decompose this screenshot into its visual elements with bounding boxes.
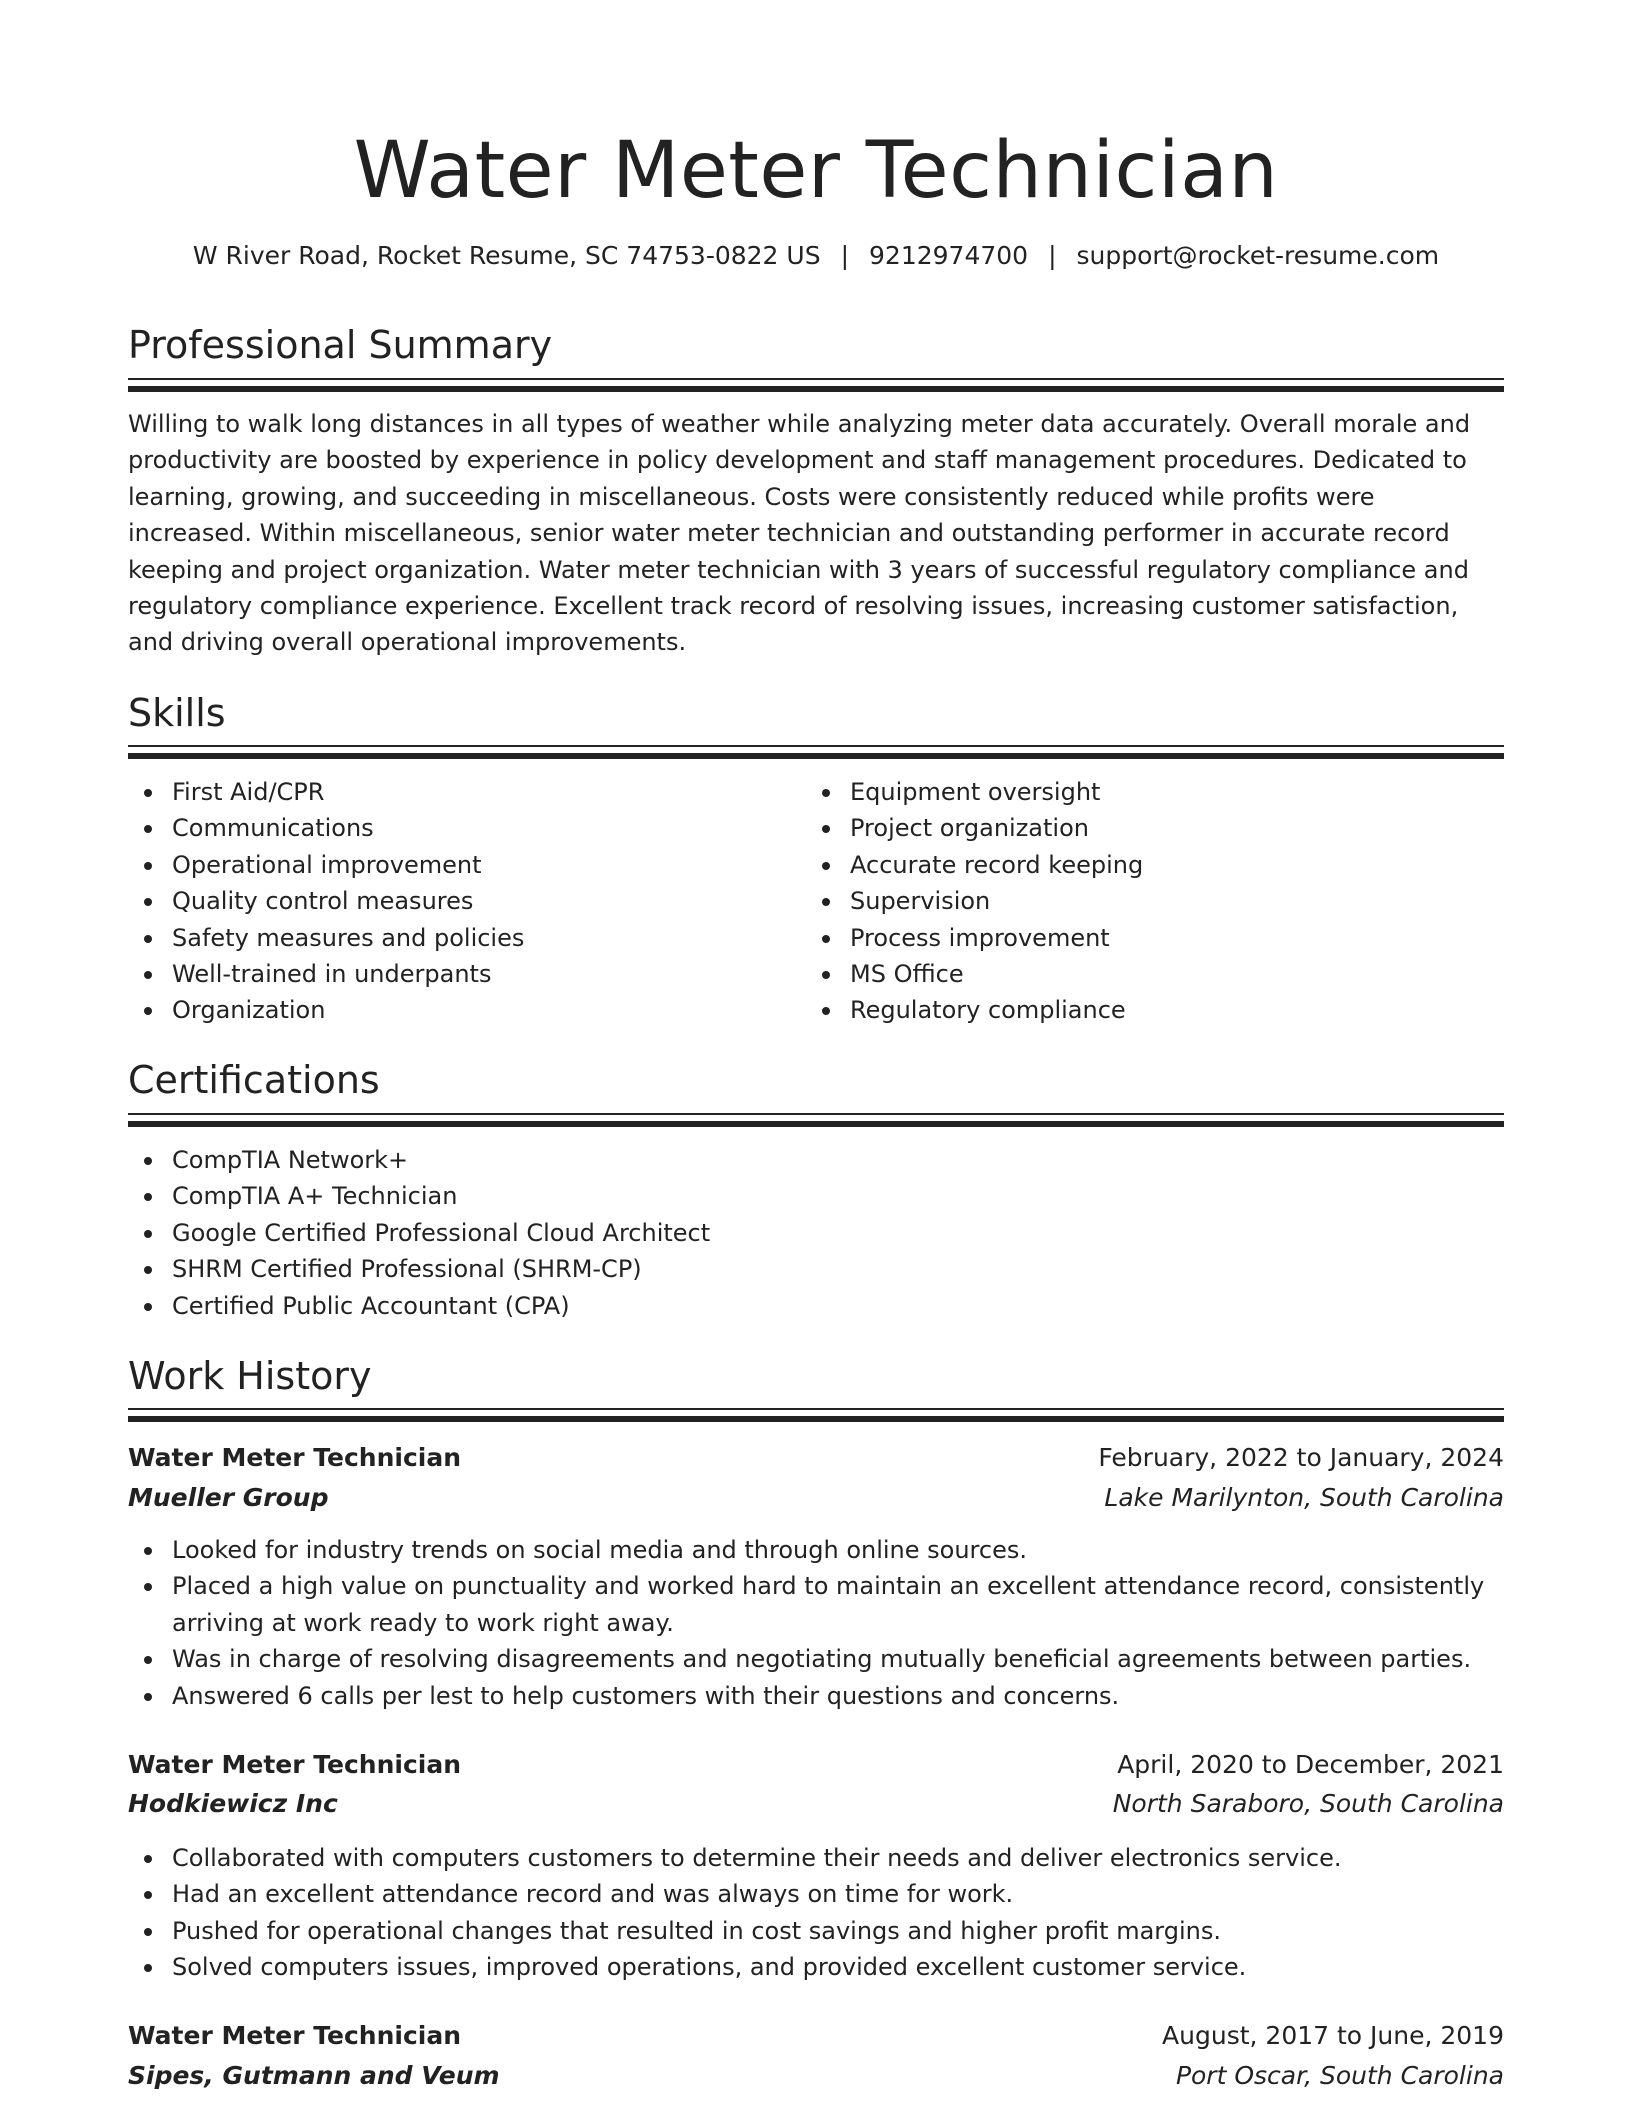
job-duty-item: Looked for industry trends on social media and through online sources. xyxy=(128,1532,1504,1568)
skill-item: Well-trained in underpants xyxy=(128,956,788,992)
job-location: Lake Marilynton, South Carolina xyxy=(1104,1483,1504,1512)
summary-divider xyxy=(128,378,1504,392)
job-subheader xyxy=(128,1478,1504,1518)
skill-item: Process improvement xyxy=(806,920,1496,956)
contact-separator: | xyxy=(1048,241,1057,270)
job-dates: April, 2020 to December, 2021 xyxy=(1117,1750,1504,1779)
job-company: Sipes, Gutmann and Veum xyxy=(128,2061,500,2090)
skill-item: MS Office xyxy=(806,956,1496,992)
job-location: Port Oscar, South Carolina xyxy=(1175,2061,1504,2090)
certification-item: CompTIA A+ Technician xyxy=(128,1178,1504,1214)
certifications-heading: Certifications xyxy=(128,1058,380,1102)
job-dates: August, 2017 to June, 2019 xyxy=(1162,2021,1504,2050)
job-subheader xyxy=(128,1784,1504,1824)
job-header xyxy=(128,1438,1504,1478)
candidate-name: Water Meter Technician xyxy=(353,126,1279,216)
skills-list-left xyxy=(128,774,788,1029)
contact-line xyxy=(128,238,1504,274)
job-duty-item: Solved computers issues, improved operations, and provided excellent customer service. xyxy=(128,1949,1504,1985)
skills-heading: Skills xyxy=(128,691,226,735)
job-duty-item: Collaborated with computers customers to determine their needs and deliver electronics service. xyxy=(128,1840,1504,1876)
skill-item: Accurate record keeping xyxy=(806,847,1496,883)
skills-divider xyxy=(128,745,1504,759)
job-duty-item: Answered 6 calls per lest to help customers with their questions and concerns. xyxy=(128,1678,1504,1714)
skill-item: Equipment oversight xyxy=(806,774,1496,810)
summary-heading: Professional Summary xyxy=(128,323,553,367)
job-duty-item: Pushed for operational changes that resulted in cost savings and higher profit margins. xyxy=(128,1913,1504,1949)
certification-item: Google Certified Professional Cloud Architect xyxy=(128,1215,1504,1251)
skill-item: Organization xyxy=(128,992,788,1028)
job-subheader xyxy=(128,2056,1504,2096)
job-dates: February, 2022 to January, 2024 xyxy=(1098,1443,1504,1472)
skill-item: First Aid/CPR xyxy=(128,774,788,810)
job-duty-item: Had an excellent attendance record and was always on time for work. xyxy=(128,1876,1504,1912)
skill-item: Safety measures and policies xyxy=(128,920,788,956)
contact-separator: | xyxy=(840,241,850,270)
job-duty-item: Was in charge of resolving disagreements and negotiating mutually beneficial agreements between parties. xyxy=(128,1641,1504,1677)
job-location: North Saraboro, South Carolina xyxy=(1112,1789,1504,1818)
certification-item: CompTIA Network+ xyxy=(128,1142,1504,1178)
skill-item: Operational improvement xyxy=(128,847,788,883)
job-title: Water Meter Technician xyxy=(128,1750,461,1779)
work-history-heading: Work History xyxy=(128,1354,372,1398)
skill-item: Quality control measures xyxy=(128,883,788,919)
skill-item: Project organization xyxy=(806,810,1496,846)
certification-item: Certified Public Accountant (CPA) xyxy=(128,1288,1504,1324)
contact-email: support@rocket-resume.com xyxy=(1076,241,1440,270)
contact-address: W River Road, Rocket Resume, SC 74753-0822 US xyxy=(192,241,821,270)
summary-text: Willing to walk long distances in all types of weather while analyzing meter data accurately. Overall morale and productivity are boosted by experience in policy development and staff management procedures. Dedicated to learning, growing, and succeeding in miscellaneous. Costs were consistently reduced while profits were increased. Within miscellaneous, senior water meter technician and outstanding performer in accurate record keeping and project organization. Water meter technician with 3 years of successful regulatory compliance and regulatory compliance experience. Excellent track record of resolving issues, increasing customer satisfaction, and driving overall operational improvements. xyxy=(128,410,1471,657)
certifications-divider xyxy=(128,1113,1504,1127)
skill-item: Supervision xyxy=(806,883,1496,919)
job-duty-item: Placed a high value on punctuality and worked hard to maintain an excellent attendance record, consistently arriving at work ready to work right away. xyxy=(128,1568,1504,1641)
job-company: Hodkiewicz Inc xyxy=(128,1789,338,1818)
contact-phone: 9212974700 xyxy=(869,241,1029,270)
job-duties-list xyxy=(128,1840,1504,1986)
skills-list-right xyxy=(806,774,1496,1029)
skill-item: Regulatory compliance xyxy=(806,992,1496,1028)
certification-item: SHRM Certified Professional (SHRM-CP) xyxy=(128,1251,1504,1287)
job-duties-list xyxy=(128,1532,1504,1714)
skill-item: Communications xyxy=(128,810,788,846)
certifications-list xyxy=(128,1142,1504,1324)
job-company: Mueller Group xyxy=(128,1483,329,1512)
job-title: Water Meter Technician xyxy=(128,1443,461,1472)
job-header xyxy=(128,2016,1504,2056)
job-header xyxy=(128,1745,1504,1785)
job-title: Water Meter Technician xyxy=(128,2021,461,2050)
work-history-divider xyxy=(128,1408,1504,1422)
